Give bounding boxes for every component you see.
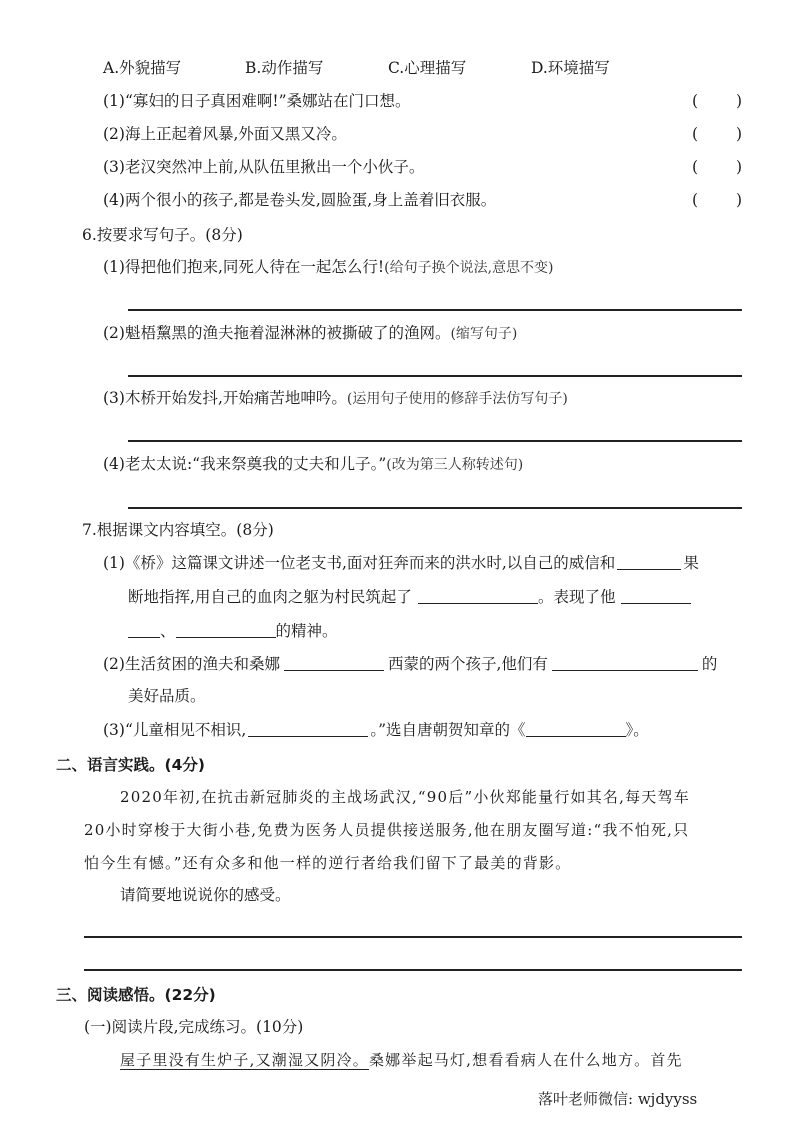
answer-line[interactable] (84, 969, 742, 971)
answer-line[interactable] (128, 375, 742, 377)
section-2-title: 二、语言实践。(4分) (56, 756, 205, 774)
q7-title: 7.根据课文内容填空。(8分) (82, 521, 274, 539)
fill-blank[interactable] (621, 587, 691, 604)
q6-title: 6.按要求写句子。(8分) (82, 226, 243, 244)
answer-line[interactable] (84, 936, 742, 938)
q7-item-2: (2)生活贫困的渔夫和桑娜 西蒙的两个孩子,他们有 的 (103, 655, 718, 673)
answer-paren-2[interactable]: ( ) (692, 125, 742, 143)
fill-blank[interactable] (617, 553, 681, 570)
q5-item-4: (4)两个很小的孩子,都是卷头发,圆脸蛋,身上盖着旧衣服。 (103, 191, 497, 209)
passage-line: 2020年初,在抗击新冠肺炎的主战场武汉,“90后”小伙郑能量行如其名,每天驾车 (120, 788, 690, 806)
q6-item-1: (1)得把他们抱来,同死人待在一起怎么行!(给句子换个说法,意思不变) (103, 258, 554, 276)
fill-blank[interactable] (248, 720, 368, 737)
q7-item-3: (3)“儿童相见不相识, 。”选自唐朝贺知章的《 》。 (103, 721, 649, 739)
q5-item-2: (2)海上正起着风暴,外面又黑又冷。 (103, 125, 347, 143)
fill-blank[interactable] (418, 587, 538, 604)
fill-blank[interactable] (176, 621, 276, 638)
option-a: A.外貌描写 (103, 59, 182, 77)
answer-paren-4[interactable]: ( ) (692, 191, 742, 209)
option-d: D.环境描写 (531, 59, 610, 77)
answer-line[interactable] (128, 440, 742, 442)
reading-passage-line: 屋子里没有生炉子,又潮湿又阴冷。桑娜举起马灯,想看看病人在什么地方。首先 (120, 1051, 683, 1069)
underlined-sentence: 屋子里没有生炉子,又潮湿又阴冷。 (120, 1051, 369, 1069)
section-2-prompt: 请简要地说说你的感受。 (120, 886, 291, 904)
watermark: 落叶老师微信: wjdyyss (538, 1090, 698, 1108)
passage-line: 怕今生有憾。”还有众多和他一样的逆行者给我们留下了最美的背影。 (84, 854, 572, 872)
answer-paren-3[interactable]: ( ) (692, 158, 742, 176)
q6-item-3: (3)木桥开始发抖,开始痛苦地呻吟。(运用句子使用的修辞手法仿写句子) (103, 389, 568, 407)
option-b: B.动作描写 (245, 59, 324, 77)
fill-blank[interactable] (526, 720, 626, 737)
q7-item-1-line2: 断地指挥,用自己的血肉之躯为村民筑起了 。表现了他 (128, 587, 691, 607)
q7-item-2-line2: 美好品质。 (128, 687, 206, 705)
answer-line[interactable] (128, 309, 742, 311)
reading-subtitle: (一)阅读片段,完成练习。(10分) (84, 1018, 304, 1036)
q7-item-1-line3: 、 的精神。 (128, 621, 338, 641)
answer-line[interactable] (128, 507, 742, 509)
q6-item-4: (4)老太太说:“我来祭奠我的丈夫和儿子。”(改为第三人称转述句) (103, 455, 524, 473)
section-3-title: 三、阅读感悟。(22分) (56, 986, 216, 1004)
passage-line: 20小时穿梭于大街小巷,免费为医务人员提供接送服务,他在朋友圈写道:“我不怕死,只 (84, 821, 690, 839)
fill-blank[interactable] (552, 654, 698, 671)
q5-item-3: (3)老汉突然冲上前,从队伍里揪出一个小伙子。 (103, 158, 425, 176)
q6-item-2: (2)魁梧黧黑的渔夫拖着湿淋淋的被撕破了的渔网。(缩写句子) (103, 324, 518, 342)
fill-blank[interactable] (284, 654, 384, 671)
q7-item-1-line1: (1)《桥》这篇课文讲述一位老支书,面对狂奔而来的洪水时,以自己的威信和 果 (103, 554, 699, 572)
option-c: C.心理描写 (388, 59, 467, 77)
q5-item-1: (1)“寡妇的日子真困难啊!”桑娜站在门口想。 (103, 92, 411, 110)
answer-paren-1[interactable]: ( ) (692, 92, 742, 110)
fill-blank[interactable] (128, 621, 160, 638)
